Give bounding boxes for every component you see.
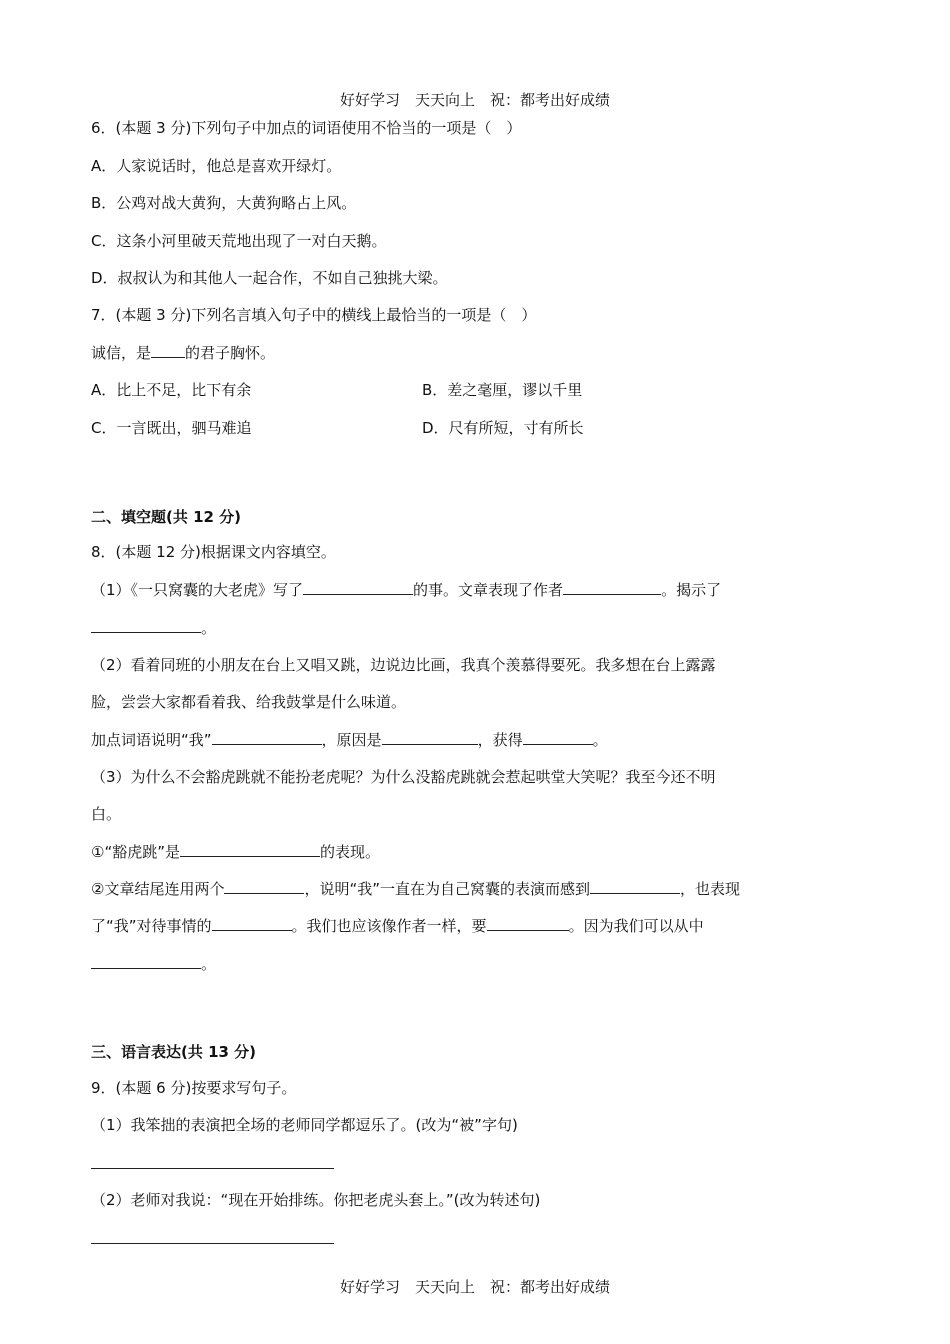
q6-option-b: B．公鸡对战大黄狗，大黄狗略占上风。 [91, 194, 357, 212]
q8-part3-i-a: ①“豁虎跳”是 [91, 843, 180, 861]
q8-part3-blank-2[interactable] [224, 878, 304, 894]
q8-part2-blank-3[interactable] [523, 729, 593, 745]
q7-option-a: A．比上不足，比下有余 [91, 381, 252, 399]
q8-part1-text-c: 。揭示了 [661, 581, 722, 599]
q8-part2-blank-2[interactable] [382, 729, 478, 745]
q8-part3-blank-1[interactable] [180, 841, 320, 857]
section2-title: 二、填空题(共 12 分) [91, 508, 242, 526]
q8-part2-q-end: 。 [592, 731, 608, 749]
q8-part1-text-b: 的事。文章表现了作者 [413, 581, 564, 599]
page-header: 好好学习 天天向上 祝：都考出好成绩 [339, 91, 610, 109]
q8-part3-line2: 白。 [91, 805, 122, 823]
q8-part3-ii2-c: 。因为我们可以从中 [568, 917, 704, 935]
q8-part1 [91, 579, 721, 601]
q8-part3-ii2-a: 了“我”对待事情的 [91, 917, 212, 935]
q6-option-c: C．这条小河里破天荒地出现了一对白天鹅。 [91, 232, 387, 250]
q8-part3-blank-5[interactable] [487, 915, 569, 931]
section3-title: 三、语言表达(共 13 分) [91, 1043, 257, 1061]
q8-part1-text-a: （1）《一只窝囊的大老虎》写了 [91, 581, 304, 599]
q8-part3-line1: （3）为什么不会豁虎跳就不能扮老虎呢？为什么没豁虎跳就会惹起哄堂大笑呢？我至今还不明 [91, 768, 716, 786]
q8-part1-blank-1[interactable] [303, 579, 413, 595]
q7-sentence-pre: 诚信，是 [91, 344, 152, 362]
q7-sentence [91, 342, 275, 364]
q8-part1-end: 。 [201, 619, 217, 637]
q7-sentence-post: 的君子胸怀。 [185, 344, 276, 362]
q8-part3-ii-line2 [91, 915, 704, 937]
q8-part3-ii-b: ，说明“我”一直在为自己窝囊的表演而感到 [304, 880, 590, 898]
q8-part3-end-line [91, 953, 216, 975]
page-footer: 好好学习 天天向上 祝：都考出好成绩 [339, 1278, 610, 1296]
q8-part2-q-a: 加点词语说明“我” [91, 731, 212, 749]
q9-sentence-1: （1）我笨拙的表演把全场的老师同学都逗乐了。(改为“被”字句) [91, 1116, 518, 1134]
q8-part3-ii2-b: 。我们也应该像作者一样，要 [291, 917, 487, 935]
q8-part1-blank-2[interactable] [563, 579, 661, 595]
q9-answer-line-2[interactable] [91, 1243, 334, 1244]
q8-part2-question [91, 729, 608, 751]
q8-part3-blank-3[interactable] [590, 878, 680, 894]
q8-part2-blank-1[interactable] [212, 729, 322, 745]
q7-blank[interactable] [151, 342, 185, 358]
q6-option-a: A．人家说话时，他总是喜欢开绿灯。 [91, 157, 342, 175]
q9-stem: 9．(本题 6 分)按要求写句子。 [91, 1079, 297, 1097]
q8-part3-i [91, 841, 380, 863]
q8-part3-ii-c: ，也表现 [680, 880, 741, 898]
q8-part1-blank-3[interactable] [91, 617, 201, 633]
q8-stem: 8．(本题 12 分)根据课文内容填空。 [91, 543, 336, 561]
q8-part3-blank-4[interactable] [212, 915, 292, 931]
q9-answer-line-1[interactable] [91, 1168, 334, 1169]
q7-option-b: B．差之毫厘，谬以千里 [422, 381, 583, 399]
q8-part2-line2: 脸，尝尝大家都看着我、给我鼓掌是什么味道。 [91, 693, 407, 711]
q8-part1-cont [91, 617, 216, 639]
q7-stem: 7．(本题 3 分)下列名言填入句子中的横线上最恰当的一项是（ ） [91, 306, 537, 324]
q6-stem: 6．(本题 3 分)下列句子中加点的词语使用不恰当的一项是（ ） [91, 119, 522, 137]
q8-part3-ii-a: ②文章结尾连用两个 [91, 880, 225, 898]
q6-option-d: D．叔叔认为和其他人一起合作，不如自己独挑大梁。 [91, 269, 448, 287]
q8-part3-ii [91, 878, 740, 900]
q8-part2-q-b: ，原因是 [321, 731, 382, 749]
q7-option-d: D．尺有所短，寸有所长 [422, 419, 584, 437]
q9-sentence-2: （2）老师对我说：“现在开始排练。你把老虎头套上。”(改为转述句) [91, 1191, 541, 1209]
q8-part2-line1: （2）看着同班的小朋友在台上又唱又跳，边说边比画，我真个羡慕得要死。我多想在台上露露 [91, 656, 716, 674]
q8-part3-end: 。 [201, 955, 217, 973]
q8-part3-blank-6[interactable] [91, 953, 201, 969]
q8-part3-i-b: 的表现。 [320, 843, 381, 861]
q8-part2-q-c: ，获得 [477, 731, 523, 749]
q7-option-c: C．一言既出，驷马难追 [91, 419, 252, 437]
